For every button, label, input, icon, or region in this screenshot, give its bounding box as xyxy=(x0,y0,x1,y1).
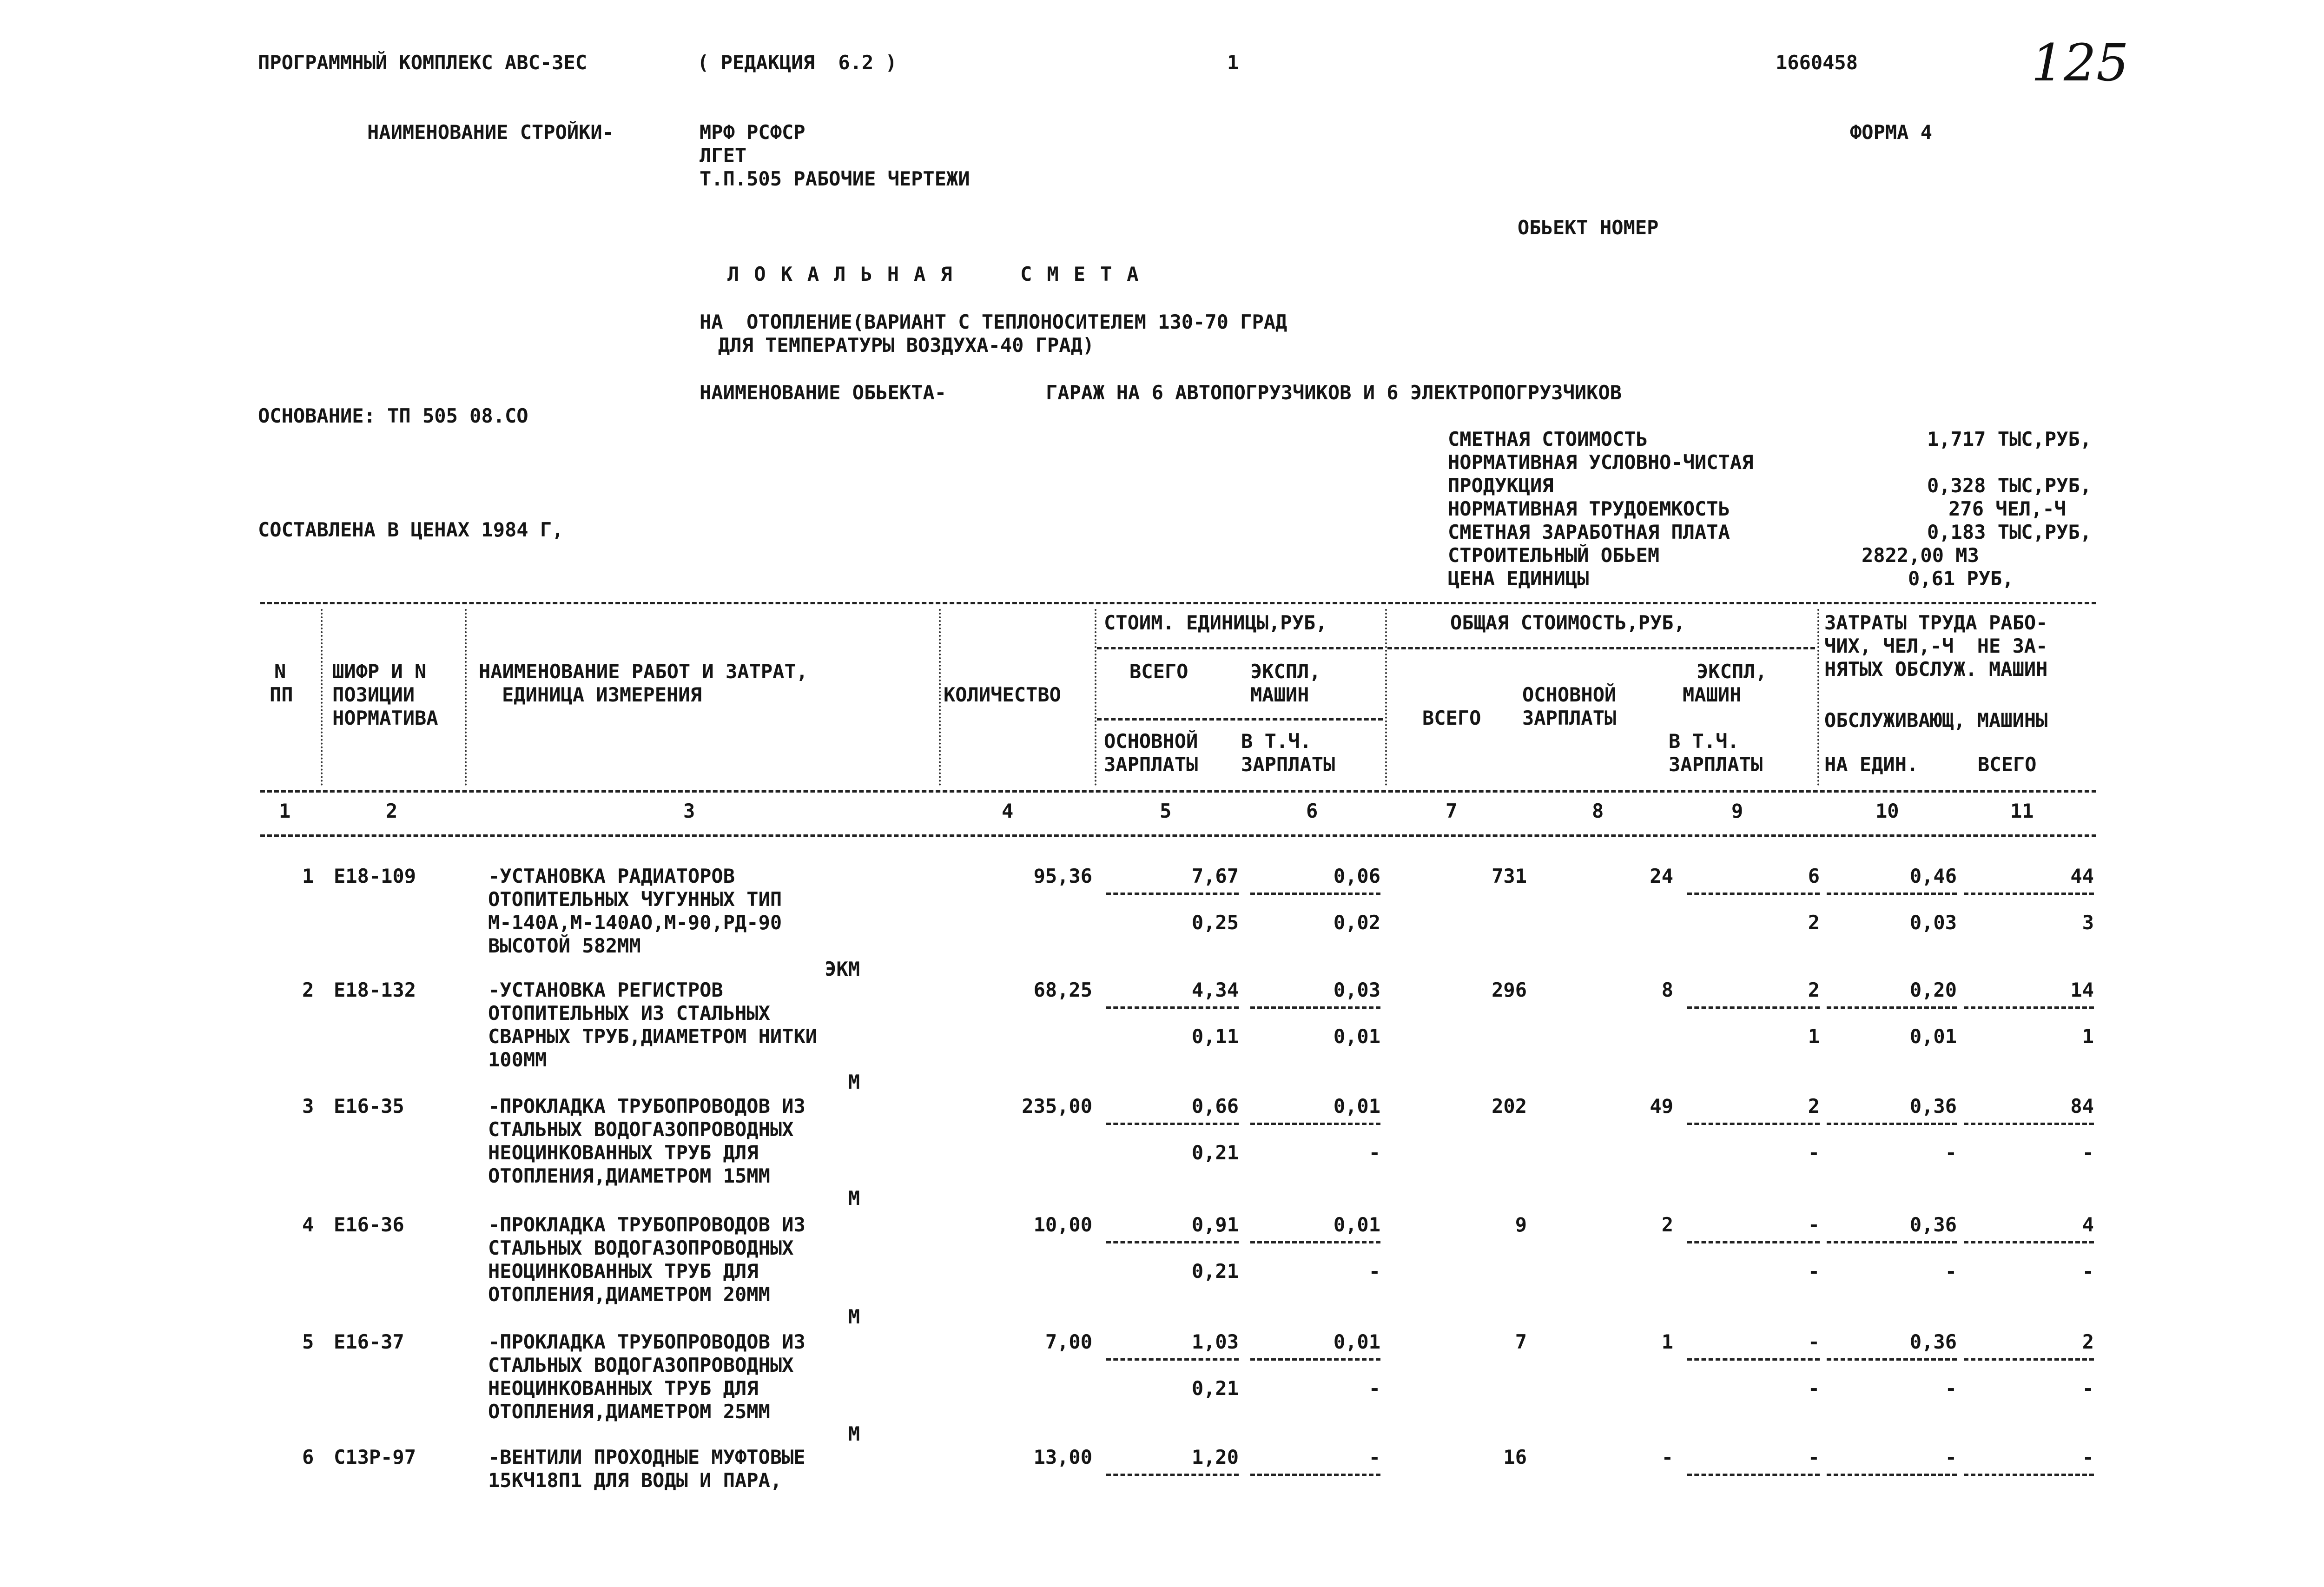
row-total: 731 xyxy=(1492,865,1527,887)
column-number: 4 xyxy=(1002,800,1014,822)
value-underline xyxy=(1250,1358,1380,1361)
row-quantity: 68,25 xyxy=(1033,979,1092,1001)
row-operator-total: 3 xyxy=(2082,911,2094,934)
header-labor: ЗАТРАТЫ ТРУДА РАБО- xyxy=(1824,611,2048,634)
summary-label: СМЕТНАЯ ЗАРАБОТНАЯ ПЛАТА xyxy=(1448,521,1730,543)
summary-value: 2822,00 М3 xyxy=(1862,544,1979,567)
value-underline xyxy=(1964,1123,2094,1125)
row-unit-exp: 0,01 xyxy=(1333,1213,1380,1236)
header-labor-sub: ОБСЛУЖИВАЮЩ, МАШИНЫ xyxy=(1824,709,2048,732)
row-total-exp: - xyxy=(1808,1330,1820,1353)
row-unit: М xyxy=(848,1187,860,1210)
row-labor-total: 14 xyxy=(2070,979,2094,1001)
row-unit: ЭКМ xyxy=(825,958,860,980)
row-unit-incl: - xyxy=(1368,1377,1380,1400)
header-subrule xyxy=(1387,647,1815,649)
row-labor-total: 2 xyxy=(2082,1330,2094,1353)
row-operator-per-unit: - xyxy=(1945,1377,1957,1400)
row-work-name: 15КЧ18П1 ДЛЯ ВОДЫ И ПАРА, xyxy=(488,1469,782,1492)
row-total-incl: 1 xyxy=(1808,1025,1820,1048)
row-code: Е16-35 xyxy=(334,1095,404,1118)
construction-line-2: ЛГЕТ xyxy=(700,144,747,167)
row-unit-incl: 0,02 xyxy=(1333,911,1380,934)
handwritten-page-number: 125 xyxy=(2031,33,2129,93)
row-work-name: ОТОПЛЕНИЯ,ДИАМЕТРОМ 25ММ xyxy=(488,1400,770,1423)
column-divider xyxy=(321,609,323,786)
row-labor-per-unit: 0,36 xyxy=(1909,1095,1957,1118)
value-underline xyxy=(1964,1358,2094,1361)
row-work-name: СТАЛЬНЫХ ВОДОГАЗОПРОВОДНЫХ xyxy=(488,1118,794,1141)
edition: ( РЕДАКЦИЯ 6.2 ) xyxy=(697,51,897,74)
row-code: Е18-109 xyxy=(334,865,416,887)
column-number: 2 xyxy=(386,800,398,822)
header-labor: ЧИХ, ЧЕЛ,-Ч НЕ ЗА- xyxy=(1824,635,2048,657)
construction-line-3: Т.П.505 РАБОЧИЕ ЧЕРТЕЖИ xyxy=(700,167,970,190)
subtitle-line-1: НА ОТОПЛЕНИЕ(ВАРИАНТ С ТЕПЛОНОСИТЕЛЕМ 130-70 ГРАД xyxy=(700,311,1287,333)
header-n: ПП xyxy=(270,683,293,706)
header-unit-wage: ОСНОВНОЙ xyxy=(1104,730,1198,753)
value-underline xyxy=(1106,1358,1239,1361)
construction-line-1: МРФ РСФСР xyxy=(700,121,805,144)
row-total-exp: - xyxy=(1808,1446,1820,1468)
row-work-name: НЕОЦИНКОВАННЫХ ТРУБ ДЛЯ xyxy=(488,1260,759,1283)
program-name: ПРОГРАММНЫЙ КОМПЛЕКС АВС-3ЕС xyxy=(258,51,588,74)
row-labor-per-unit: 0,36 xyxy=(1909,1213,1957,1236)
table-top-rule xyxy=(260,602,2096,604)
row-work-name: ОТОПИТЕЛЬНЫХ ИЗ СТАЛЬНЫХ xyxy=(488,1002,770,1025)
object-name: ГАРАЖ НА 6 АВТОПОГРУЗЧИКОВ И 6 ЭЛЕКТРОПОГРУЗЧИКОВ xyxy=(1046,381,1622,404)
value-underline xyxy=(1250,1123,1380,1125)
column-divider xyxy=(1385,609,1387,786)
summary-value: 0,328 ТЫС,РУБ, xyxy=(1927,474,2092,497)
price-base: СОСТАВЛЕНА В ЦЕНАХ 1984 Г, xyxy=(258,518,564,541)
column-number: 8 xyxy=(1592,800,1604,822)
basis: ОСНОВАНИЕ: ТП 505 08.СО xyxy=(258,404,528,427)
value-underline xyxy=(1964,893,2094,895)
row-code: Е18-132 xyxy=(334,979,416,1001)
row-unit-wage: 0,25 xyxy=(1191,911,1239,934)
summary-label: НОРМАТИВНАЯ УСЛОВНО-ЧИСТАЯ xyxy=(1448,451,1754,474)
row-total-incl: - xyxy=(1808,1260,1820,1283)
value-underline xyxy=(1827,1006,1957,1009)
row-work-name: -УСТАНОВКА РЕГИСТРОВ xyxy=(488,979,723,1001)
summary-value: 0,183 ТЫС,РУБ, xyxy=(1927,521,2092,543)
column-number: 1 xyxy=(279,800,291,822)
row-number: 1 xyxy=(302,865,314,887)
value-underline xyxy=(1106,1123,1239,1125)
header-unit-exp: МАШИН xyxy=(1250,683,1309,706)
column-divider xyxy=(1095,609,1096,786)
row-number: 6 xyxy=(302,1446,314,1468)
row-unit: М xyxy=(848,1305,860,1328)
header-unit-total: ВСЕГО xyxy=(1129,660,1188,683)
value-underline xyxy=(1106,1241,1239,1243)
column-divider xyxy=(465,609,467,786)
header-total-wage: ОСНОВНОЙ xyxy=(1522,683,1617,706)
row-quantity: 7,00 xyxy=(1045,1330,1092,1353)
row-total: 7 xyxy=(1515,1330,1527,1353)
header-total-cost: ОБЩАЯ СТОИМОСТЬ,РУБ, xyxy=(1450,611,1685,634)
header-n: N xyxy=(274,660,286,683)
row-total-wage: 24 xyxy=(1650,865,1673,887)
row-code: С13Р-97 xyxy=(334,1446,416,1468)
value-underline xyxy=(1827,1474,1957,1476)
row-work-name: -ПРОКЛАДКА ТРУБОПРОВОДОВ ИЗ xyxy=(488,1213,805,1236)
summary-value: 0,61 РУБ, xyxy=(1908,567,2014,590)
summary-value: 276 ЧЕЛ,-Ч xyxy=(1948,497,2066,520)
row-total: 9 xyxy=(1515,1213,1527,1236)
row-number: 2 xyxy=(302,979,314,1001)
subtitle-line-2: ДЛЯ ТЕМПЕРАТУРЫ ВОЗДУХА-40 ГРАД) xyxy=(718,334,1095,357)
header-code: ШИФР И N xyxy=(332,660,427,683)
row-operator-total: - xyxy=(2082,1260,2094,1283)
header-total-incl: В Т.Ч. xyxy=(1669,730,1739,753)
row-unit-wage: 0,21 xyxy=(1191,1260,1239,1283)
value-underline xyxy=(1687,1241,1820,1243)
header-labor-total: ВСЕГО xyxy=(1978,753,2037,776)
row-unit-incl: - xyxy=(1368,1141,1380,1164)
value-underline xyxy=(1827,1358,1957,1361)
column-number: 7 xyxy=(1446,800,1458,822)
row-labor-total: 4 xyxy=(2082,1213,2094,1236)
header-unit-exp: ЭКСПЛ, xyxy=(1250,660,1321,683)
row-quantity: 95,36 xyxy=(1033,865,1092,887)
row-work-name: -ПРОКЛАДКА ТРУБОПРОВОДОВ ИЗ xyxy=(488,1330,805,1353)
value-underline xyxy=(1250,1474,1380,1476)
row-total-wage: 49 xyxy=(1650,1095,1673,1118)
row-unit-total: 1,03 xyxy=(1191,1330,1239,1353)
row-total-incl: 2 xyxy=(1808,911,1820,934)
row-total-wage: 1 xyxy=(1661,1330,1673,1353)
row-operator-per-unit: 0,01 xyxy=(1909,1025,1957,1048)
row-unit-wage: 0,21 xyxy=(1191,1377,1239,1400)
value-underline xyxy=(1687,893,1820,895)
header-subrule xyxy=(1097,647,1383,649)
form-number: ФОРМА 4 xyxy=(1850,121,1933,144)
row-number: 3 xyxy=(302,1095,314,1118)
page-number: 1 xyxy=(1227,51,1239,74)
value-underline xyxy=(1687,1358,1820,1361)
row-labor-per-unit: 0,46 xyxy=(1909,865,1957,887)
row-total-exp: 6 xyxy=(1808,865,1820,887)
column-number: 6 xyxy=(1306,800,1318,822)
column-number: 11 xyxy=(2010,800,2034,822)
row-work-name: ОТОПЛЕНИЯ,ДИАМЕТРОМ 15ММ xyxy=(488,1164,770,1187)
value-underline xyxy=(1964,1006,2094,1009)
header-total-all: ВСЕГО xyxy=(1422,707,1481,729)
value-underline xyxy=(1106,1474,1239,1476)
document-title: ЛОКАЛЬНАЯ СМЕТА xyxy=(727,263,1154,285)
row-unit: М xyxy=(848,1071,860,1093)
header-quantity: КОЛИЧЕСТВО xyxy=(944,683,1061,706)
value-underline xyxy=(1250,1241,1380,1243)
row-unit-exp: 0,03 xyxy=(1333,979,1380,1001)
value-underline xyxy=(1964,1241,2094,1243)
row-quantity: 235,00 xyxy=(1022,1095,1092,1118)
header-total-exp: ЭКСПЛ, xyxy=(1697,660,1767,683)
summary-value: 1,717 ТЫС,РУБ, xyxy=(1927,428,2092,450)
row-total-incl: - xyxy=(1808,1377,1820,1400)
header-per-unit: НА ЕДИН. xyxy=(1824,753,1919,776)
value-underline xyxy=(1827,1123,1957,1125)
row-work-name: ВЫСОТОЙ 582ММ xyxy=(488,934,641,957)
row-unit-total: 4,34 xyxy=(1191,979,1239,1001)
header-total-exp: МАШИН xyxy=(1683,683,1742,706)
value-underline xyxy=(1106,1006,1239,1009)
row-total-wage: - xyxy=(1661,1446,1673,1468)
row-work-name: 100ММ xyxy=(488,1048,547,1071)
column-number: 9 xyxy=(1731,800,1743,822)
header-labor: НЯТЫХ ОБСЛУЖ. МАШИН xyxy=(1824,658,2048,681)
row-total-wage: 8 xyxy=(1661,979,1673,1001)
row-labor-per-unit: 0,36 xyxy=(1909,1330,1957,1353)
column-divider xyxy=(939,609,941,786)
row-unit-wage: 0,21 xyxy=(1191,1141,1239,1164)
summary-label: СМЕТНАЯ СТОИМОСТЬ xyxy=(1448,428,1648,450)
header-unit-incl: В Т.Ч. xyxy=(1241,730,1312,753)
row-unit-incl: - xyxy=(1368,1260,1380,1283)
row-number: 5 xyxy=(302,1330,314,1353)
row-unit-exp: 0,01 xyxy=(1333,1330,1380,1353)
header-total-wage: ЗАРПЛАТЫ xyxy=(1522,707,1617,729)
value-underline xyxy=(1250,1006,1380,1009)
row-unit-exp: - xyxy=(1368,1446,1380,1468)
row-unit-wage: 0,11 xyxy=(1191,1025,1239,1048)
row-work-name: -ВЕНТИЛИ ПРОХОДНЫЕ МУФТОВЫЕ xyxy=(488,1446,805,1468)
value-underline xyxy=(1827,1241,1957,1243)
row-work-name: ОТОПИТЕЛЬНЫХ ЧУГУННЫХ ТИП xyxy=(488,888,782,911)
row-operator-total: - xyxy=(2082,1377,2094,1400)
row-total: 296 xyxy=(1492,979,1527,1001)
row-unit: М xyxy=(848,1422,860,1445)
row-work-name: НЕОЦИНКОВАННЫХ ТРУБ ДЛЯ xyxy=(488,1377,759,1400)
row-operator-total: 1 xyxy=(2082,1025,2094,1048)
value-underline xyxy=(1687,1123,1820,1125)
header-subrule xyxy=(1097,718,1383,721)
header-name: ЕДИНИЦА ИЗМЕРЕНИЯ xyxy=(502,683,702,706)
row-code: Е16-36 xyxy=(334,1213,404,1236)
value-underline xyxy=(1687,1006,1820,1009)
header-code: НОРМАТИВА xyxy=(332,707,438,729)
row-total-exp: 2 xyxy=(1808,979,1820,1001)
value-underline xyxy=(1964,1474,2094,1476)
value-underline xyxy=(1106,893,1239,895)
row-work-name: ОТОПЛЕНИЯ,ДИАМЕТРОМ 20ММ xyxy=(488,1283,770,1306)
header-total-incl: ЗАРПЛАТЫ xyxy=(1669,753,1763,776)
header-unit-cost: СТОИМ. ЕДИНИЦЫ,РУБ, xyxy=(1104,611,1327,634)
row-unit-total: 7,67 xyxy=(1191,865,1239,887)
row-total-incl: - xyxy=(1808,1141,1820,1164)
row-unit-total: 0,66 xyxy=(1191,1095,1239,1118)
row-work-name: СТАЛЬНЫХ ВОДОГАЗОПРОВОДНЫХ xyxy=(488,1237,794,1259)
row-labor-total: - xyxy=(2082,1446,2094,1468)
header-bottom-rule xyxy=(260,790,2096,793)
header-unit-wage: ЗАРПЛАТЫ xyxy=(1104,753,1198,776)
row-code: Е16-37 xyxy=(334,1330,404,1353)
construction-label: НАИМЕНОВАНИЕ СТРОЙКИ- xyxy=(367,121,614,144)
summary-label: ПРОДУКЦИЯ xyxy=(1448,474,1554,497)
row-work-name: СТАЛЬНЫХ ВОДОГАЗОПРОВОДНЫХ xyxy=(488,1354,794,1376)
row-work-name: -ПРОКЛАДКА ТРУБОПРОВОДОВ ИЗ xyxy=(488,1095,805,1118)
column-number: 10 xyxy=(1875,800,1899,822)
summary-label: ЦЕНА ЕДИНИЦЫ xyxy=(1448,567,1589,590)
row-unit-exp: 0,01 xyxy=(1333,1095,1380,1118)
header-unit-incl: ЗАРПЛАТЫ xyxy=(1241,753,1335,776)
row-quantity: 10,00 xyxy=(1033,1213,1092,1236)
header-name: НАИМЕНОВАНИЕ РАБОТ И ЗАТРАТ, xyxy=(479,660,808,683)
row-total-wage: 2 xyxy=(1661,1213,1673,1236)
row-number: 4 xyxy=(302,1213,314,1236)
column-divider xyxy=(1817,609,1819,786)
row-unit-incl: 0,01 xyxy=(1333,1025,1380,1048)
row-unit-exp: 0,06 xyxy=(1333,865,1380,887)
object-name-label: НАИМЕНОВАНИЕ ОБЬЕКТА- xyxy=(700,381,947,404)
row-unit-total: 0,91 xyxy=(1191,1213,1239,1236)
header-code: ПОЗИЦИИ xyxy=(332,683,415,706)
row-labor-total: 84 xyxy=(2070,1095,2094,1118)
row-operator-per-unit: 0,03 xyxy=(1909,911,1957,934)
row-total: 202 xyxy=(1492,1095,1527,1118)
row-labor-per-unit: - xyxy=(1945,1446,1957,1468)
row-operator-per-unit: - xyxy=(1945,1260,1957,1283)
value-underline xyxy=(1827,893,1957,895)
summary-label: НОРМАТИВНАЯ ТРУДОЕМКОСТЬ xyxy=(1448,497,1730,520)
row-work-name: -УСТАНОВКА РАДИАТОРОВ xyxy=(488,865,735,887)
value-underline xyxy=(1250,893,1380,895)
row-operator-per-unit: - xyxy=(1945,1141,1957,1164)
row-work-name: НЕОЦИНКОВАННЫХ ТРУБ ДЛЯ xyxy=(488,1141,759,1164)
row-work-name: М-140А,М-140АО,М-90,РД-90 xyxy=(488,911,782,934)
row-labor-total: 44 xyxy=(2070,865,2094,887)
row-unit-total: 1,20 xyxy=(1191,1446,1239,1468)
value-underline xyxy=(1687,1474,1820,1476)
column-number: 3 xyxy=(683,800,695,822)
row-total: 16 xyxy=(1503,1446,1527,1468)
summary-label: СТРОИТЕЛЬНЫЙ ОБЬЕМ xyxy=(1448,544,1660,567)
object-number: ОБЬЕКТ НОМЕР xyxy=(1518,216,1659,239)
row-total-exp: - xyxy=(1808,1213,1820,1236)
column-number: 5 xyxy=(1160,800,1172,822)
row-labor-per-unit: 0,20 xyxy=(1909,979,1957,1001)
document-code: 1660458 xyxy=(1776,51,1858,74)
row-total-exp: 2 xyxy=(1808,1095,1820,1118)
column-number-rule xyxy=(260,834,2096,837)
row-quantity: 13,00 xyxy=(1033,1446,1092,1468)
row-work-name: СВАРНЫХ ТРУБ,ДИАМЕТРОМ НИТКИ xyxy=(488,1025,818,1048)
row-operator-total: - xyxy=(2082,1141,2094,1164)
